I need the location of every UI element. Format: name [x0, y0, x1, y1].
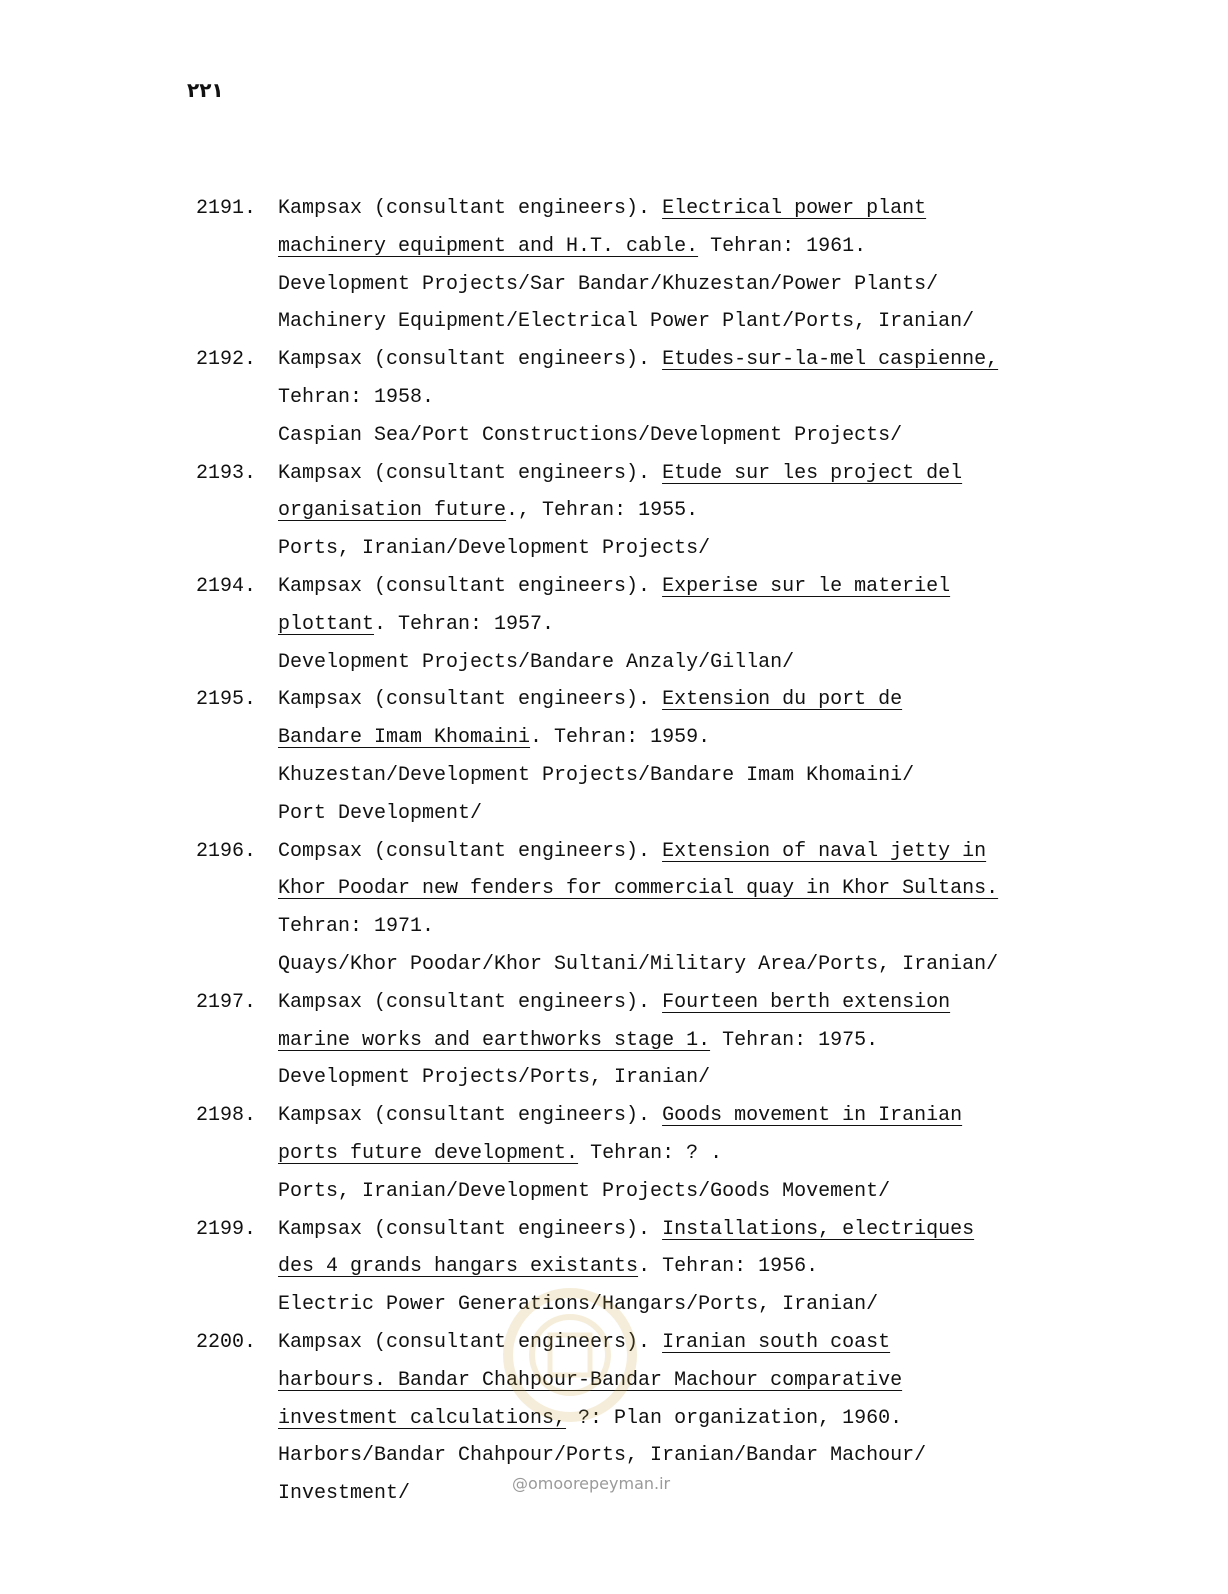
entry-line [278, 1097, 1076, 1135]
entry-line [278, 1248, 1076, 1286]
entry-line [278, 568, 1076, 606]
bibliography-entry [196, 833, 1076, 984]
entry-number: 2197. [196, 990, 257, 1014]
entry-title-text: Bandare Imam Khomaini [278, 726, 531, 750]
entry-text: Harbors/Bandar Chahpour/Ports, Iranian/Bandar Machour/ [278, 1444, 927, 1468]
entry-text: Tehran: 1971. [278, 915, 435, 939]
watermark-site-text: @omoorepeyman.ir [512, 1474, 671, 1493]
entry-line [278, 190, 1076, 228]
entry-number: 2196. [196, 839, 257, 863]
entry-number: 2191. [196, 197, 257, 220]
entry-title-text: plottant [278, 612, 375, 636]
entry-line [278, 606, 1076, 644]
entry-title-text: investment calculations, [278, 1406, 567, 1430]
entry-text: Tehran: 1958. [278, 385, 435, 409]
entry-text: Quays/Khor Poodar/Khor Sultani/Military Area/Ports, Iranian/ [278, 952, 999, 976]
entry-number: 2195. [196, 688, 257, 712]
entry-text: Kampsax (consultant engineers). [278, 348, 663, 372]
entry-line [278, 833, 1076, 871]
entry-title-text: Fourteen berth extension [662, 990, 951, 1014]
entry-line [278, 303, 1076, 341]
entry-text: Kampsax (consultant engineers). [278, 461, 663, 485]
entry-text: Tehran: 1961. [698, 234, 867, 258]
entry-text: Ports, Iranian/Development Projects/Goods Movement/ [278, 1179, 891, 1203]
entry-title-text: Electrical power plant [662, 197, 927, 220]
entry-line [278, 1286, 1076, 1324]
entry-text: Caspian Sea/Port Constructions/Development Projects/ [278, 423, 903, 447]
entry-text: . Tehran: 1956. [638, 1255, 819, 1279]
entry-text: Kampsax (consultant engineers). [278, 197, 663, 220]
entry-line [278, 417, 1076, 455]
entry-line [278, 870, 1076, 908]
entry-body [278, 833, 1076, 984]
entry-line [278, 530, 1076, 568]
entry-text: Kampsax (consultant engineers). [278, 688, 663, 712]
entry-body [278, 1324, 1076, 1513]
entry-line [278, 946, 1076, 984]
entry-body [278, 341, 1076, 454]
entry-text: Electric Power Generations/Hangars/Ports, Iranian/ [278, 1293, 879, 1317]
bibliography-entry [196, 984, 1076, 1097]
entry-title-text: Khor Poodar new fenders for commercial quay in Khor Sultans. [278, 877, 999, 901]
entry-title-text: Goods movement in Iranian [662, 1104, 963, 1128]
entry-text: Investment/ [278, 1482, 411, 1506]
entry-text: . Tehran: 1957. [374, 612, 555, 636]
page-number: ۲۲۱ [187, 78, 224, 102]
entry-line [278, 379, 1076, 417]
entry-text: Tehran: ? . [578, 1141, 723, 1165]
entry-number: 2198. [196, 1104, 257, 1128]
entry-title-text: Extension of naval jetty in [662, 839, 987, 863]
entry-text: Port Development/ [278, 801, 483, 825]
bibliography-entry [196, 1097, 1076, 1210]
bibliography-entry [196, 568, 1076, 681]
entry-line [278, 984, 1076, 1022]
entry-line [278, 228, 1076, 266]
entry-body [278, 681, 1076, 832]
entry-text: Kampsax (consultant engineers). [278, 1330, 663, 1354]
bibliography-entry [196, 681, 1076, 832]
entry-text: Development Projects/Sar Bandar/Khuzestan/Power Plants/ [278, 272, 939, 296]
entry-line [278, 266, 1076, 304]
entry-line [278, 719, 1076, 757]
bibliography-entry [196, 455, 1076, 568]
bibliography-entry [196, 190, 1076, 341]
entry-text: Compsax (consultant engineers). [278, 839, 663, 863]
entry-body [278, 568, 1076, 681]
watermark-logo [495, 1255, 645, 1455]
entry-body [278, 190, 1076, 341]
entry-title-text: des 4 grands hangars existants [278, 1255, 639, 1279]
entry-text: Kampsax (consultant engineers). [278, 574, 663, 598]
entry-line [278, 1059, 1076, 1097]
entry-line [278, 1211, 1076, 1249]
entry-title-text: Experise sur le materiel [662, 574, 951, 598]
entry-text: Khuzestan/Development Projects/Bandare Imam Khomaini/ [278, 763, 915, 787]
entry-text: . Tehran: 1959. [530, 726, 711, 750]
entry-line [278, 795, 1076, 833]
entry-title-text: Iranian south coast [662, 1330, 891, 1354]
entry-line [278, 1362, 1076, 1400]
entry-body [278, 1097, 1076, 1210]
entry-body [278, 984, 1076, 1097]
entry-title-text: Extension du port de [662, 688, 903, 712]
entry-title-text: Installations, electriques [662, 1217, 975, 1241]
entry-title-text: machinery equipment and H.T. cable. [278, 234, 699, 258]
entry-number: 2200. [196, 1330, 257, 1354]
entry-title-text: Etudes-sur-la-mel caspienne, [662, 348, 999, 372]
entry-line [278, 1475, 1076, 1513]
entry-text: Kampsax (consultant engineers). [278, 1104, 663, 1128]
entry-body [278, 455, 1076, 568]
entry-text: Machinery Equipment/Electrical Power Plant/Ports, Iranian/ [278, 310, 975, 334]
entry-text: ?: Plan organization, 1960. [566, 1406, 903, 1430]
entry-line [278, 1400, 1076, 1438]
entry-text: Kampsax (consultant engineers). [278, 990, 663, 1014]
entry-body [278, 1211, 1076, 1324]
entry-text: Tehran: 1975. [710, 1028, 879, 1052]
entry-text: Development Projects/Ports, Iranian/ [278, 1066, 711, 1090]
entry-line [278, 1173, 1076, 1211]
entry-text: Ports, Iranian/Development Projects/ [278, 537, 711, 561]
entry-text: ., Tehran: 1955. [506, 499, 699, 523]
entry-line [278, 1437, 1076, 1475]
entry-line [278, 492, 1076, 530]
entry-text: Development Projects/Bandare Anzaly/Gillan/ [278, 650, 795, 674]
entry-line [278, 455, 1076, 493]
entry-line [278, 908, 1076, 946]
entry-number: 2199. [196, 1217, 257, 1241]
entry-line [278, 341, 1076, 379]
entry-line [278, 681, 1076, 719]
entry-text: Kampsax (consultant engineers). [278, 1217, 663, 1241]
entry-title-text: marine works and earthworks stage 1. [278, 1028, 711, 1052]
entry-title-text: organisation future [278, 499, 507, 523]
entry-number: 2193. [196, 461, 257, 485]
entry-line [278, 1324, 1076, 1362]
entry-title-text: harbours. Bandar Chahpour-Bandar Machour comparative [278, 1368, 903, 1392]
entry-line [278, 644, 1076, 682]
entry-line [278, 1022, 1076, 1060]
entry-line [278, 757, 1076, 795]
entry-number: 2192. [196, 348, 257, 372]
entry-title-text: Etude sur les project del [662, 461, 963, 485]
entry-title-text: ports future development. [278, 1141, 579, 1165]
bibliography-entry [196, 341, 1076, 454]
entry-number: 2194. [196, 574, 257, 598]
entry-line [278, 1135, 1076, 1173]
